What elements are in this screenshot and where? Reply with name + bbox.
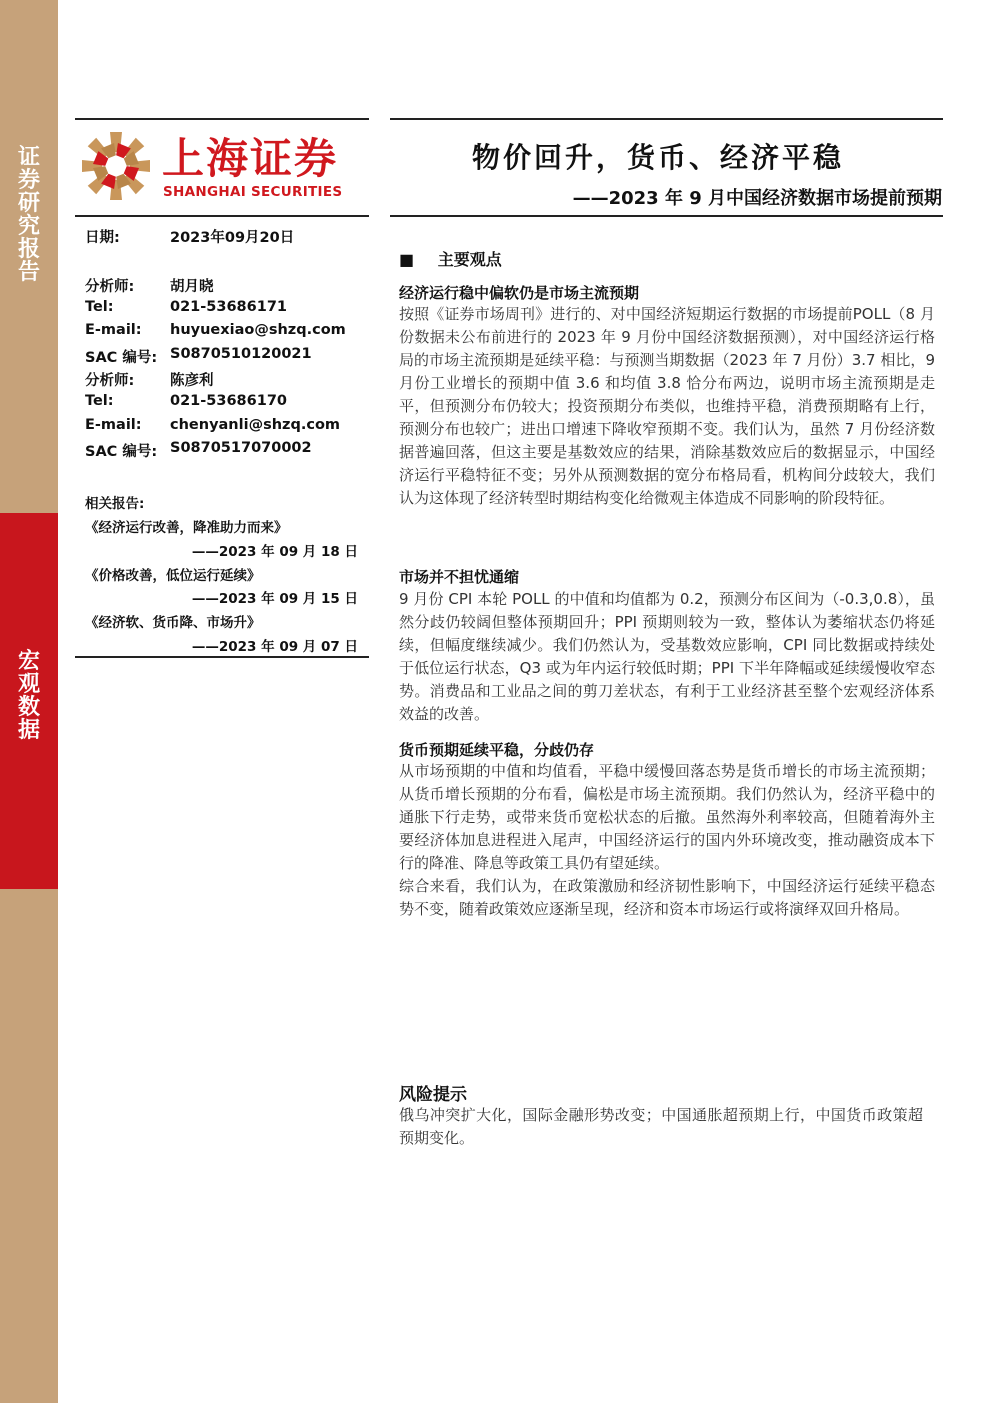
sidebar-char: 据: [17, 718, 40, 743]
brand-name-cn: 上海证券: [162, 134, 339, 183]
sidebar-char: 研: [17, 191, 40, 216]
email-label: E-mail:: [85, 322, 142, 338]
section-bullet-icon: ■: [399, 250, 415, 269]
related-report-title[interactable]: 《经济运行改善，降准助力而来》: [85, 520, 288, 536]
rule-left-bottom: [75, 656, 369, 658]
analyst-role-label: 分析师:: [85, 279, 135, 295]
sidebar-top-label: [0, 146, 58, 284]
block-1-text: 按照《证券市场周刊》进行的、对中国经济短期运行数据的市场提前POLL（8 月份数据未公布前进行的 2023 年 9 月份中国经济数据预测），对中国经济运行格局的市场主流预期是延续平稳：与预测当期数据（2023 年 7 月份）3.7 相比，9 月份工业增长的预期中值 3.6 和均值 3.8 恰分布两边，说明市场主流预期是走平，但预测分布仍较大；投资预期分布类似，也维持平稳，消费预期略有上行，预测分布也较广；进出口增速下降收窄预期不变。我们认为，虽然 7 月份经济数据普遍回落，但这主要是基数效应的结果，消除基数效应后的数据显示，中国经济运行平稳特征不变；另外从预测数据的宽分布格局看，机构间分歧较大，我们认为这体现了经济转型时期结构变化给微观主体造成不同影响的阶段特征。: [399, 305, 935, 507]
sidebar-char: 数: [17, 695, 40, 720]
sidebar-char: 证: [17, 145, 40, 170]
page-title: 物价回升，货币、经济平稳: [471, 141, 844, 174]
section-title: 主要观点: [437, 250, 502, 269]
sac-value: S0870510120021: [170, 346, 312, 362]
block-2-body: [399, 588, 935, 726]
block-3-text: 从市场预期的中值和均值看，平稳中缓慢回落态势是货币增长的市场主流预期；从货币增长预期的分布看，偏松是市场主流预期。我们仍然认为，经济平稳中的通胀下行走势，或带来货币宽松状态的后撤。虽然海外利率较高，但随着海外主要经济体加息进程进入尾声，中国经济运行的国内外环境改变，推动融资成本下行的降准、降息等政策工具仍有望延续。: [399, 762, 935, 872]
tel-value: 021-53686171: [170, 299, 287, 315]
email-link[interactable]: huyuexiao@shzq.com: [170, 322, 346, 338]
date-label: 日期:: [85, 230, 120, 246]
tel-value: 021-53686170: [170, 393, 287, 409]
rule-left-mid: [75, 215, 369, 217]
block-3-body: [399, 760, 935, 921]
block-3-heading: 货币预期延续平稳，分歧仍存: [399, 741, 595, 759]
analyst-name: 胡月晓: [170, 279, 214, 295]
related-report-date: ——2023 年 09 月 18 日: [191, 544, 358, 560]
brand-name-en: SHANGHAI SECURITIES: [163, 184, 343, 200]
related-report-title[interactable]: 《价格改善，低位运行延续》: [85, 568, 261, 584]
block-2-heading: 市场并不担忧通缩: [399, 568, 520, 586]
shanghai-securities-logo-icon: [80, 130, 152, 202]
tel-label: Tel:: [85, 299, 114, 315]
email-link[interactable]: chenyanli@shzq.com: [170, 417, 341, 433]
related-report-title[interactable]: 《经济软、货币降、市场升》: [85, 615, 261, 631]
sac-value: S0870517070002: [170, 440, 312, 456]
email-label: E-mail:: [85, 417, 142, 433]
sidebar-char: 券: [17, 168, 40, 193]
risk-body: [399, 1104, 923, 1150]
sidebar-char: 究: [17, 214, 40, 239]
analyst-name: 陈彦利: [170, 373, 214, 389]
risk-text: 俄乌冲突扩大化，国际金融形势改变；中国通胀超预期上行，中国货币政策超预期变化。: [399, 1106, 923, 1147]
sidebar-char: 观: [17, 672, 40, 697]
rule-right-mid: [390, 215, 943, 217]
block-2-text: 9 月份 CPI 本轮 POLL 的中值和均值都为 0.2，预测分布区间为（-0.3,0.8），虽然分歧仍较阔但整体预期回升；PPI 预期则较为一致，整体认为萎缩状态仍将延续，但幅度继续减少。我们仍然认为，受基数效应影响，CPI 同比数据或持续处于低位运行状态，Q3 或为年内运行较低时期；PPI 下半年降幅或延续缓慢收窄态势。消费品和工业品之间的剪刀差状态，有利于工业经济甚至整个宏观经济体系效益的改善。: [399, 590, 935, 723]
date-value: 2023年09月20日: [170, 230, 295, 246]
page-subtitle: ——2023 年 9 月中国经济数据市场提前预期: [572, 188, 942, 209]
sac-label: SAC 编号:: [85, 444, 158, 460]
section-header: [399, 247, 502, 270]
rule-right-top: [390, 118, 943, 120]
sac-label: SAC 编号:: [85, 350, 158, 366]
related-label: 相关报告:: [85, 496, 145, 512]
sidebar-char: 告: [17, 260, 40, 285]
sidebar: [0, 0, 58, 1403]
related-report-date: ——2023 年 09 月 07 日: [191, 639, 358, 655]
sidebar-char: 宏: [17, 649, 40, 674]
analyst-role-label: 分析师:: [85, 373, 135, 389]
sidebar-char: 报: [17, 237, 40, 262]
block-3-summary: 综合来看，我们认为，在政策激励和经济韧性影响下，中国经济运行延续平稳态势不变，随着政策效应逐渐呈现，经济和资本市场运行或将演绎双回升格局。: [399, 877, 935, 918]
block-1-body: [399, 303, 935, 510]
risk-title: 风险提示: [399, 1085, 467, 1105]
block-1-heading: 经济运行稳中偏软仍是市场主流预期: [399, 284, 640, 302]
related-report-date: ——2023 年 09 月 15 日: [191, 591, 358, 607]
rule-left-top: [75, 118, 369, 120]
tel-label: Tel:: [85, 393, 114, 409]
sidebar-mid-label: [0, 650, 58, 742]
